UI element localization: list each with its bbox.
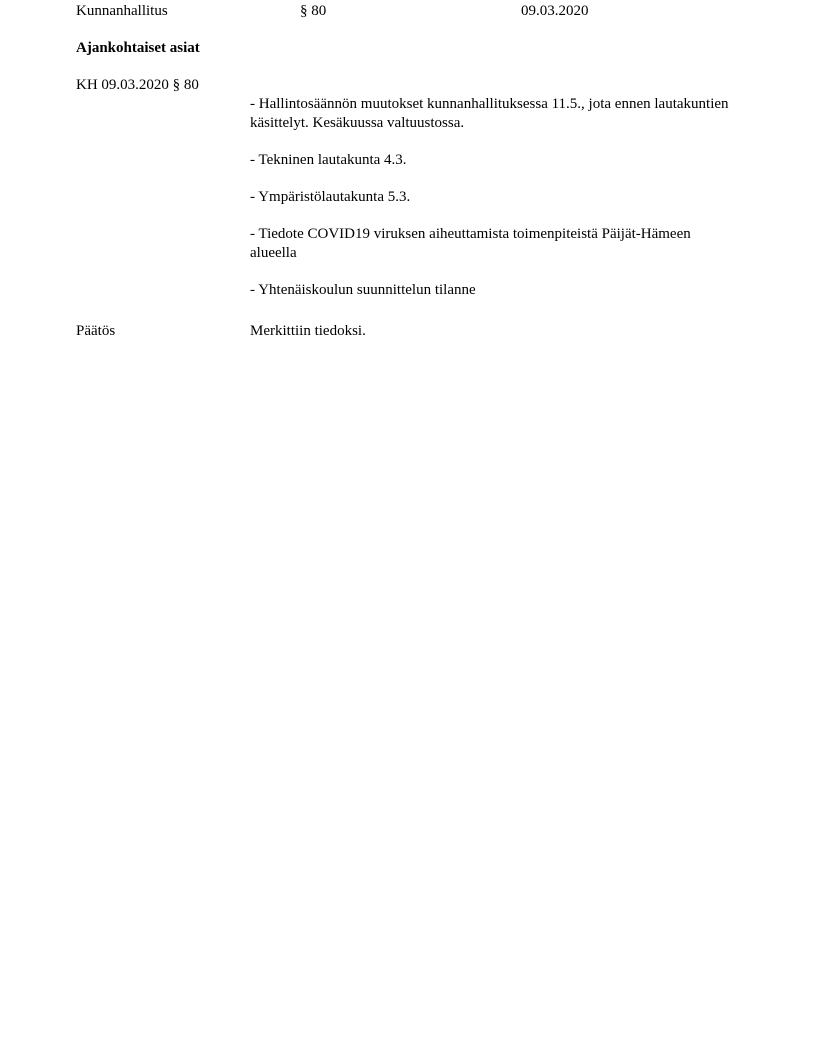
header-date: 09.03.2020 bbox=[521, 3, 589, 19]
list-item: - Yhtenäiskoulun suunnittelun tilanne bbox=[250, 282, 476, 298]
agenda-item-title: Ajankohtaiset asiat bbox=[76, 40, 200, 56]
header-section-number: § 80 bbox=[300, 3, 327, 19]
decision-text: Merkittiin tiedoksi. bbox=[250, 323, 366, 339]
list-item: - Tiedote COVID19 viruksen aiheuttamista toimenpiteistä Päijät-Hämeen alueella bbox=[250, 226, 691, 261]
header-body-name: Kunnanhallitus bbox=[76, 3, 168, 19]
list-item: - Tekninen lautakunta 4.3. bbox=[250, 152, 407, 168]
decision-label: Päätös bbox=[76, 323, 116, 339]
list-item: - Ympäristölautakunta 5.3. bbox=[250, 189, 411, 205]
agenda-item-list bbox=[250, 95, 730, 318]
meeting-reference: KH 09.03.2020 § 80 bbox=[76, 77, 199, 93]
list-item: - Hallintosäännön muutokset kunnanhallituksessa 11.5., jota ennen lautakuntien käsittelyt. Kesäkuussa valtuustossa. bbox=[250, 96, 729, 131]
